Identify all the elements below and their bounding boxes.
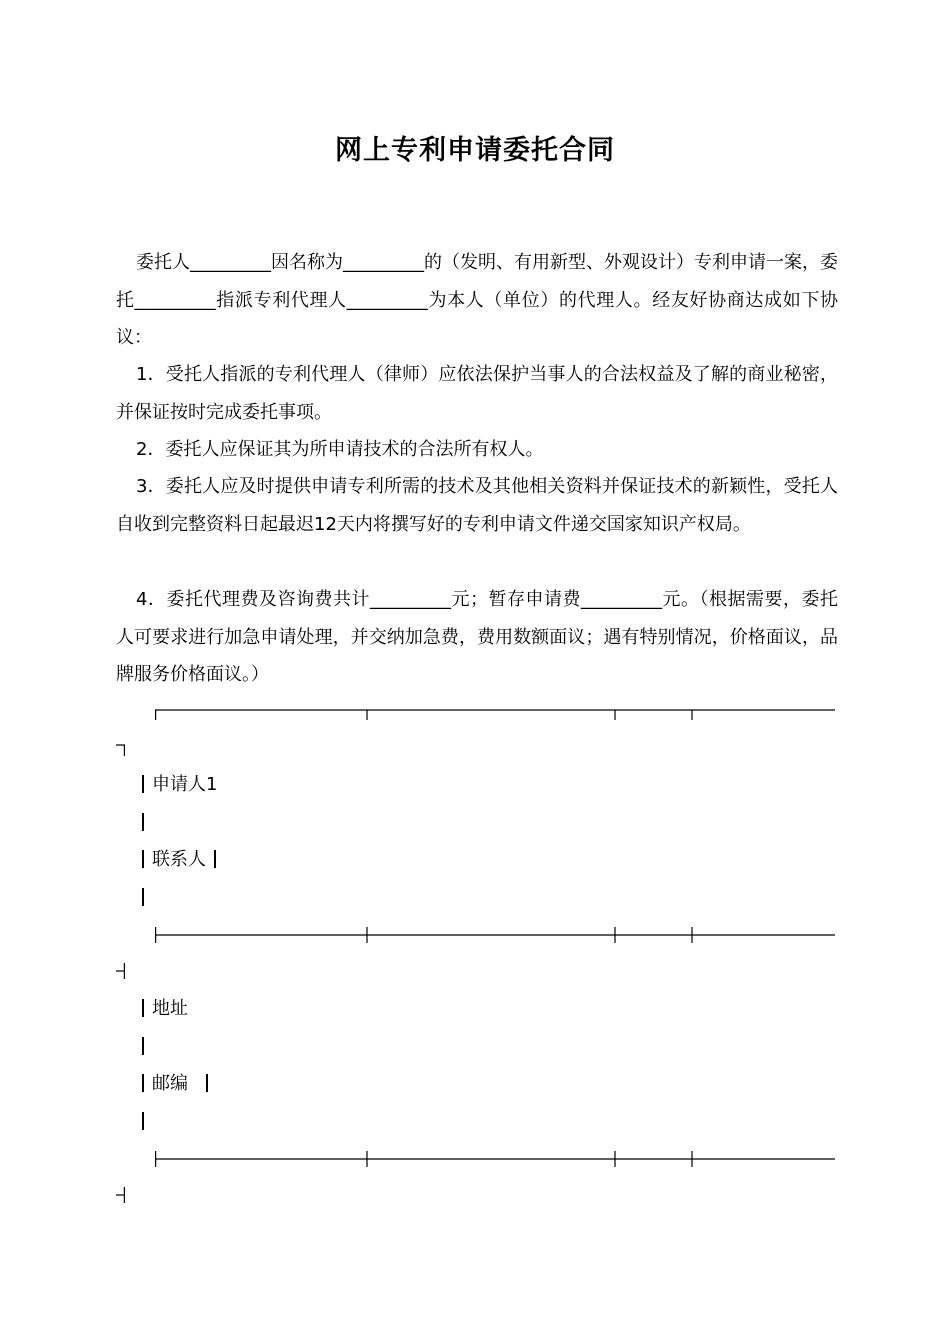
table-row bbox=[142, 848, 224, 872]
table-corner-top bbox=[116, 742, 128, 756]
table-row bbox=[142, 997, 188, 1021]
table-row bbox=[142, 1072, 216, 1096]
table-row-separator bbox=[142, 886, 152, 910]
intro-paragraph: 委托人_________因名称为_________的（发明、有用新型、外观设计）专利申请一案，委托_________指派专利代理人_________为本人（单位）的代理人。经友好协商达成如下协议： bbox=[116, 252, 838, 348]
table-row bbox=[142, 773, 217, 797]
clause-1: 1．受托人指派的专利代理人（律师）应依法保护当事人的合法权益及了解的商业秘密，并保证按时完成委托事项。 bbox=[116, 364, 838, 423]
table-corner-mid bbox=[116, 962, 128, 980]
applicant-label: 申请人1 bbox=[152, 774, 218, 795]
clause-3: 3．委托人应及时提供申请专利所需的技术及其他相关资料并保证技术的新颖性，受托人自收到完整资料日起最迟12天内将撰写好的专利申请文件递交国家知识产权局。 bbox=[116, 476, 838, 535]
table-mid-border bbox=[155, 925, 835, 945]
table-row-separator bbox=[142, 1110, 152, 1134]
postcode-label: 邮编 bbox=[152, 1073, 188, 1094]
clause-4: 4．委托代理费及咨询费共计_________元；暂存申请费_________元。（根据需要，委托人可要求进行加急申请处理，并交纳加急费，费用数额面议；遇有特别情况，价格面议，品牌服务价格面议。） bbox=[116, 589, 838, 685]
table-corner-bottom bbox=[116, 1186, 128, 1204]
document-title: 网上专利申请委托合同 bbox=[335, 135, 615, 166]
table-row-separator bbox=[142, 811, 152, 835]
clause-2: 2．委托人应保证其为所申请技术的合法所有权人。 bbox=[136, 439, 544, 460]
contact-label: 联系人 bbox=[152, 849, 206, 870]
address-label: 地址 bbox=[152, 998, 188, 1019]
table-top-border bbox=[155, 702, 835, 722]
table-row-separator bbox=[142, 1035, 152, 1059]
table-mid-border bbox=[155, 1149, 835, 1169]
